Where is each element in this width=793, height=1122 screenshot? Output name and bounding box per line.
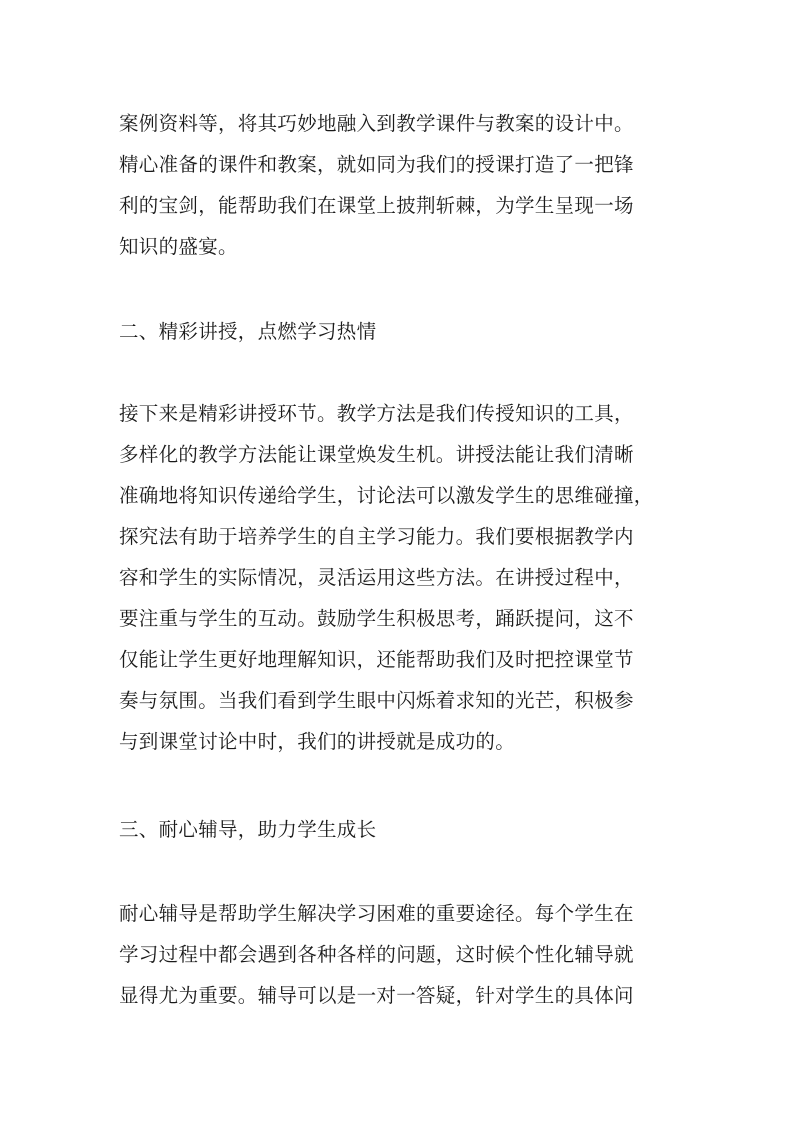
paragraph-3-line-2: 学习过程中都会遇到各种各样的问题，这时候个性化辅导就 [119, 943, 634, 966]
paragraph-1-line-3: 利的宝剑，能帮助我们在课堂上披荆斩棘，为学生呈现一场 [119, 194, 634, 217]
paragraph-1-line-2: 精心准备的课件和教案，就如同为我们的授课打造了一把锋 [119, 153, 634, 176]
paragraph-2-line-6: 要注重与学生的互动。鼓励学生积极思考，踊跃提问，这不 [119, 607, 634, 630]
paragraph-1-line-1: 案例资料等，将其巧妙地融入到教学课件与教案的设计中。 [119, 112, 634, 135]
section-heading-3: 三、耐心辅导，助力学生成长 [119, 818, 377, 841]
paragraph-2-line-4: 探究法有助于培养学生的自主学习能力。我们要根据教学内 [119, 525, 634, 548]
paragraph-3-line-1: 耐心辅导是帮助学生解决学习困难的重要途径。每个学生在 [119, 902, 634, 925]
section-heading-2: 二、精彩讲授，点燃学习热情 [119, 320, 377, 343]
paragraph-2-line-8: 奏与氛围。当我们看到学生眼中闪烁着求知的光芒，积极参 [119, 689, 634, 712]
paragraph-3-line-3: 显得尤为重要。辅导可以是一对一答疑，针对学生的具体问 [119, 984, 634, 1007]
paragraph-2-line-7: 仅能让学生更好地理解知识，还能帮助我们及时把控课堂节 [119, 648, 634, 671]
paragraph-2-line-1: 接下来是精彩讲授环节。教学方法是我们传授知识的工具， [119, 402, 634, 425]
paragraph-1-line-4: 知识的盛宴。 [119, 235, 238, 258]
paragraph-2-line-3: 准确地将知识传递给学生，讨论法可以激发学生的思维碰撞， [119, 484, 654, 507]
paragraph-2-line-9: 与到课堂讨论中时，我们的讲授就是成功的。 [119, 730, 516, 753]
paragraph-2-line-5: 容和学生的实际情况，灵活运用这些方法。在讲授过程中， [119, 566, 634, 589]
paragraph-2-line-2: 多样化的教学方法能让课堂焕发生机。讲授法能让我们清晰 [119, 443, 634, 466]
